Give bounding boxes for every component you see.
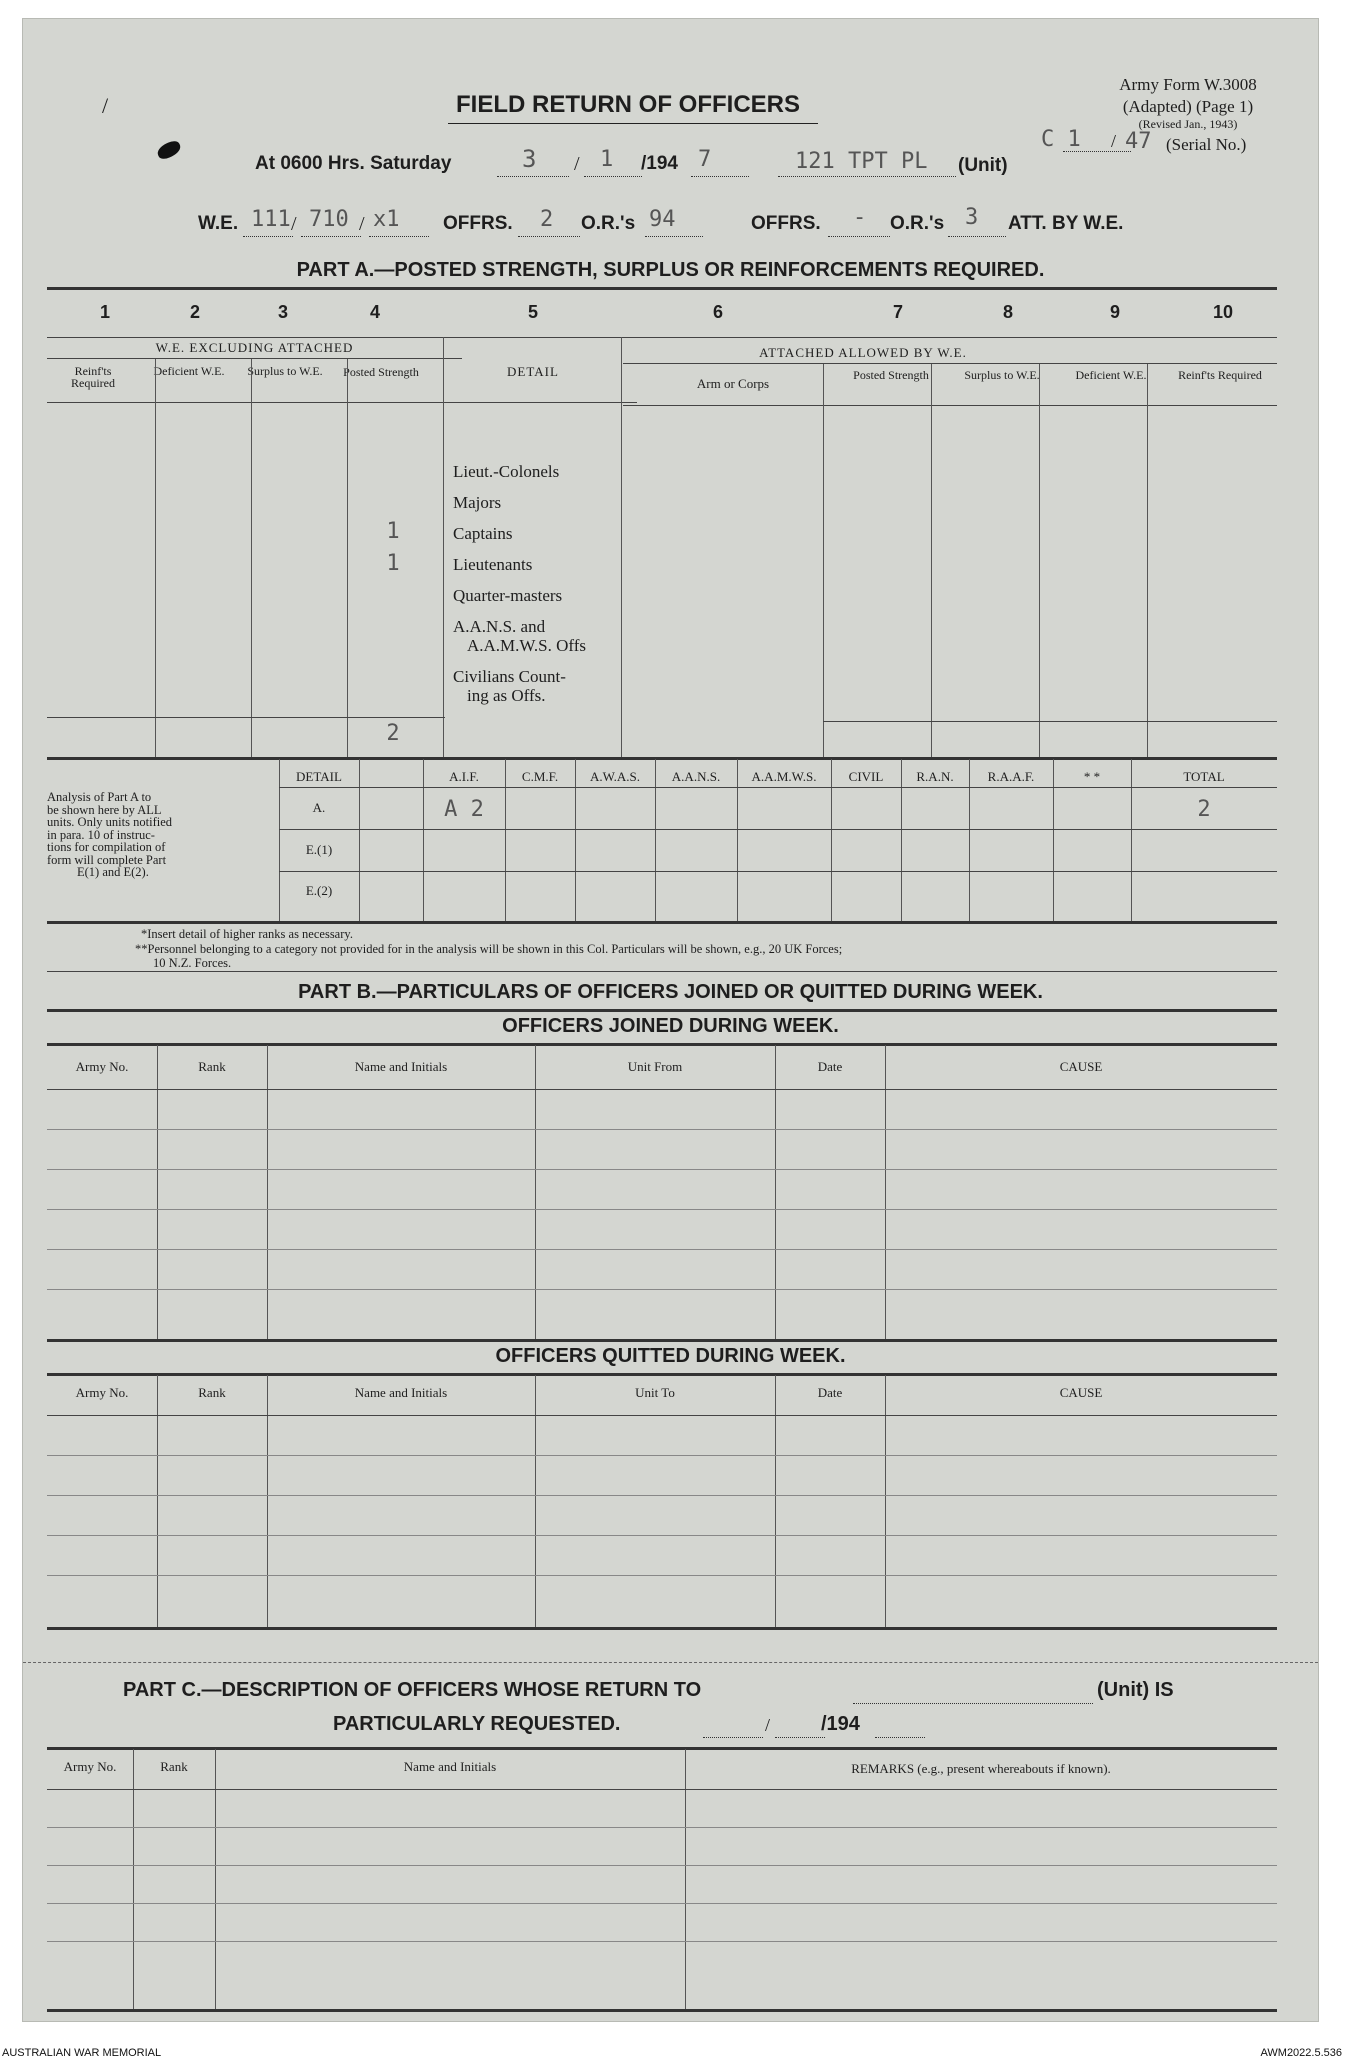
attached-allowed-heading: ATTACHED ALLOWED BY W.E.	[759, 345, 967, 360]
lieutenants-posted-value: 1	[386, 551, 400, 576]
att-by-we-label: ATT. BY W.E.	[1008, 213, 1124, 234]
analysis-note-line: form will complete Part	[47, 852, 167, 867]
analysis-aans-header: A.A.N.S.	[671, 769, 721, 784]
analysis-note-line: Analysis of Part A to	[47, 790, 152, 804]
joined-row-rule	[47, 1209, 1277, 1210]
analysis-note	[47, 791, 272, 879]
part-a-vline-2	[251, 359, 252, 757]
unit-value: 121 TPT PL	[795, 149, 928, 174]
analysis-note-line: in para. 10 of instruc-	[47, 827, 155, 842]
part-c-row-rule	[47, 1865, 1277, 1866]
footnote-rule	[47, 971, 1277, 972]
analysis-other-header: * *	[1083, 769, 1101, 784]
part-a-vline-8	[1039, 364, 1040, 757]
we-field-3-line	[369, 236, 429, 237]
rank-lieutenants: Lieutenants	[453, 555, 533, 574]
analysis-bottom-rule	[47, 921, 1277, 924]
analysis-row-e2: E.(2)	[305, 883, 333, 898]
day-field-line	[497, 176, 569, 177]
surplus-we-header: Surplus to W.E.	[247, 364, 323, 378]
attached-deficient-header: Deficient W.E.	[1075, 368, 1147, 382]
we-field-1-line	[243, 236, 293, 237]
posted-strength-header: Posted Strength	[343, 365, 419, 379]
part-c-bottom-rule	[47, 2009, 1277, 2012]
date-month-value: 1	[600, 147, 614, 172]
part-a-vline-4	[443, 337, 444, 757]
part-b-title: PART B.—PARTICULARS OF OFFICERS JOINED OR QUITTED DURING WEEK.	[298, 981, 1043, 1003]
rank-majors: Majors	[453, 493, 502, 512]
analysis-row-a-rule	[279, 829, 1277, 830]
unit-label: (Unit)	[958, 155, 1008, 176]
part-c-slash: /	[765, 1715, 771, 1735]
part-c-vline-2	[215, 1749, 216, 2009]
serial-slash: /	[1111, 131, 1117, 151]
we-value-2: 710	[309, 207, 349, 232]
joined-army-no-header: Army No.	[75, 1059, 129, 1074]
rank-quarter-masters: Quarter-masters	[453, 586, 563, 605]
analysis-note-line: E(1) and E(2).	[77, 865, 149, 879]
quitted-title: OFFICERS QUITTED DURING WEEK.	[495, 1345, 846, 1367]
quitted-vline-5	[885, 1375, 886, 1627]
analysis-awas-header: A.W.A.S.	[589, 769, 641, 784]
quitted-vline-1	[157, 1375, 158, 1627]
total-rule-left	[47, 717, 445, 718]
part-a-vline-1	[155, 359, 156, 757]
part-c-date-line-2	[775, 1737, 825, 1738]
att-offrs-value: -	[853, 205, 867, 230]
analysis-detail-header: DETAIL	[296, 769, 342, 784]
aif-value: A 2	[444, 797, 484, 822]
col-number-2: 2	[189, 302, 200, 322]
quitted-row-rule	[47, 1575, 1277, 1576]
attached-reinf-header: Reinf'ts Required	[1178, 368, 1262, 382]
numbers-rule	[47, 337, 1277, 338]
analysis-civil-header: CIVIL	[848, 769, 884, 784]
part-c-date-line-1	[703, 1737, 763, 1738]
joined-unit-from-header: Unit From	[627, 1059, 683, 1074]
analysis-note-line: be shown here by ALL	[47, 802, 162, 817]
col-number-1: 1	[99, 302, 110, 322]
joined-row-rule	[47, 1169, 1277, 1170]
joined-top-rule	[47, 1043, 1277, 1046]
part-a-vline-9	[1147, 364, 1148, 757]
attached-surplus-header: Surplus to W.E.	[964, 368, 1040, 382]
joined-date-header: Date	[817, 1059, 843, 1074]
we-value-1: 111	[251, 207, 291, 232]
attached-allowed-rule	[623, 363, 1277, 364]
serial-field-line	[1063, 151, 1131, 152]
ors-label: O.R.'s	[581, 213, 636, 234]
form-adapted: (Adapted) (Page 1)	[1122, 97, 1254, 116]
offrs-value: 2	[540, 207, 554, 232]
part-c-year: /194	[821, 1713, 860, 1735]
part-c-requested: PARTICULARLY REQUESTED.	[333, 1713, 621, 1735]
rank-lieut-colonels: Lieut.-Colonels	[453, 462, 560, 481]
part-c-row-rule	[47, 1903, 1277, 1904]
captains-posted-value: 1	[386, 519, 400, 544]
part-c-unit-line	[853, 1703, 1093, 1704]
part-c-remarks-header: REMARKS (e.g., present whereabouts if known).	[851, 1761, 1111, 1776]
part-c-row-rule	[47, 1827, 1277, 1828]
rank-aamws: A.A.M.W.S. Offs	[467, 636, 587, 655]
quitted-row-rule	[47, 1495, 1277, 1496]
quitted-cause-header: CAUSE	[1059, 1385, 1103, 1400]
analysis-row-e1-rule	[279, 871, 1277, 872]
part-c-row-rule	[47, 1941, 1277, 1942]
rank-captains: Captains	[453, 524, 513, 543]
part-a-vline-7	[931, 364, 932, 757]
joined-header-rule	[47, 1089, 1277, 1090]
subheader-rule-right	[623, 405, 1277, 406]
col-number-3: 3	[277, 302, 288, 322]
joined-bottom-rule	[47, 1339, 1277, 1342]
we-excluding-rule	[47, 358, 462, 359]
part-c-unit-label: (Unit) IS	[1097, 1679, 1174, 1701]
footnote-1: *Insert detail of higher ranks as necessary.	[141, 927, 353, 941]
serial-label: (Serial No.)	[1166, 135, 1247, 154]
part-a-vline-3	[347, 359, 348, 757]
analysis-note-line: tions for compilation of	[47, 840, 166, 854]
tick-mark: /	[102, 93, 109, 118]
quitted-row-rule	[47, 1535, 1277, 1536]
joined-row-rule	[47, 1289, 1277, 1290]
quitted-header-rule	[47, 1415, 1277, 1416]
analysis-aif-header: A.I.F.	[449, 769, 479, 784]
year-suffix-value: 7	[698, 147, 712, 172]
joined-row-rule	[47, 1129, 1277, 1130]
quitted-name-header: Name and Initials	[354, 1385, 448, 1400]
part-c-vline-3	[685, 1749, 686, 2009]
subheader-rule-left	[47, 402, 637, 403]
quitted-top-rule	[47, 1373, 1277, 1376]
part-c-title: PART C.—DESCRIPTION OF OFFICERS WHOSE RETURN TO	[123, 1679, 702, 1701]
ors-value: 94	[649, 207, 676, 232]
attached-posted-strength-header: Posted Strength	[853, 368, 929, 382]
total-posted-value: 2	[386, 721, 400, 746]
col-number-7: 7	[892, 302, 903, 322]
form-revised: (Revised Jan., 1943)	[1138, 117, 1238, 131]
we-label: W.E.	[198, 213, 239, 234]
total-value: 2	[1197, 797, 1211, 822]
serial-value-2: 47	[1125, 129, 1152, 154]
quitted-vline-3	[535, 1375, 536, 1627]
year-field-line	[691, 176, 749, 177]
att-ors-label: O.R.'s	[890, 213, 945, 234]
part-c-name-header: Name and Initials	[403, 1759, 497, 1774]
quitted-vline-4	[775, 1375, 776, 1627]
joined-rank-header: Rank	[198, 1059, 226, 1074]
part-c-date-line-3	[875, 1737, 925, 1738]
rank-civilians-cont: ing as Offs.	[467, 686, 546, 705]
part-c-rank-header: Rank	[160, 1759, 188, 1774]
analysis-ran-header: R.A.N.	[916, 769, 954, 784]
att-ors-field-line	[948, 236, 1006, 237]
part-c-vline-1	[133, 1749, 134, 2009]
footnote-3: 10 N.Z. Forces.	[153, 956, 232, 970]
part-a-top-rule	[47, 287, 1277, 290]
form-sheet	[22, 18, 1319, 2022]
att-ors-value: 3	[965, 205, 979, 230]
part-c-top-rule	[47, 1747, 1277, 1750]
analysis-note-line: units. Only units notified	[47, 815, 172, 829]
quitted-bottom-rule	[47, 1627, 1277, 1630]
form-id: Army Form W.3008	[1119, 75, 1257, 94]
rank-aans: A.A.N.S. and	[453, 617, 546, 636]
part-a-title: PART A.—POSTED STRENGTH, SURPLUS OR REINFORCEMENTS REQUIRED.	[296, 259, 1045, 281]
joined-name-header: Name and Initials	[354, 1059, 448, 1074]
perforation-line	[23, 1662, 1318, 1663]
att-offrs-field-line	[828, 236, 890, 237]
col-number-9: 9	[1109, 302, 1120, 322]
quitted-vline-2	[267, 1375, 268, 1627]
title-underline	[448, 123, 818, 124]
joined-row-rule	[47, 1249, 1277, 1250]
analysis-total-header: TOTAL	[1183, 769, 1225, 784]
joined-cause-header: CAUSE	[1059, 1059, 1103, 1074]
unit-field-line	[778, 176, 956, 177]
we-excluding-heading: W.E. EXCLUDING ATTACHED	[155, 340, 354, 355]
col-number-4: 4	[369, 302, 380, 322]
reinf-required-header: Reinf'ts Required	[71, 364, 115, 390]
we-field-2-line	[301, 236, 361, 237]
analysis-header-rule	[279, 787, 1277, 788]
deficient-we-header: Deficient W.E.	[153, 364, 225, 378]
date-day-value: 3	[522, 145, 537, 173]
quitted-date-header: Date	[817, 1385, 843, 1400]
part-b-rule	[47, 1009, 1277, 1012]
analysis-cmf-header: C.M.F.	[521, 769, 559, 784]
part-c-header-rule	[47, 1789, 1277, 1790]
quitted-army-no-header: Army No.	[75, 1385, 129, 1400]
arm-or-corps-header: Arm or Corps	[696, 376, 770, 391]
offrs-label: OFFRS.	[443, 213, 513, 234]
col-number-10: 10	[1212, 302, 1234, 322]
ink-blot	[155, 139, 183, 162]
quitted-rank-header: Rank	[198, 1385, 226, 1400]
analysis-row-a: A.	[312, 800, 326, 815]
footnote-2: **Personnel belonging to a category not provided for in the analysis will be shown in this Col. Particulars will be shown, e.g., 20 UK Forces;	[135, 942, 843, 956]
rank-civilians: Civilians Count-	[453, 667, 566, 686]
col-number-6: 6	[712, 302, 723, 322]
we-slash-1: /	[291, 213, 297, 235]
part-a-bottom-rule	[47, 757, 1277, 760]
ors-field-line	[645, 236, 703, 237]
quitted-row-rule	[47, 1455, 1277, 1456]
joined-title: OFFICERS JOINED DURING WEEK.	[502, 1015, 839, 1037]
analysis-raaf-header: R.A.A.F.	[987, 769, 1035, 784]
serial-value-1: C 1	[1041, 127, 1081, 152]
total-rule-right	[823, 721, 1277, 722]
date-slash: /	[574, 153, 580, 175]
part-a-vline-5	[621, 337, 622, 757]
footer-institution: AUSTRALIAN WAR MEMORIAL	[2, 2047, 162, 2059]
form-title: FIELD RETURN OF OFFICERS	[456, 91, 800, 118]
analysis-vline-1	[359, 759, 360, 921]
part-a-vline-6	[823, 364, 824, 757]
att-offrs-label: OFFRS.	[751, 213, 821, 234]
col-number-5: 5	[527, 302, 538, 322]
part-c-army-no-header: Army No.	[63, 1759, 117, 1774]
footer-accession: AWM2022.5.536	[1260, 2047, 1342, 2059]
we-slash-2: /	[359, 213, 365, 235]
month-field-line	[584, 176, 642, 177]
detail-header: DETAIL	[507, 364, 559, 379]
offrs-field-line	[518, 236, 580, 237]
year-prefix: /194	[641, 153, 678, 174]
we-value-3: x1	[373, 207, 400, 232]
analysis-row-e1: E.(1)	[305, 842, 333, 857]
quitted-unit-to-header: Unit To	[635, 1385, 675, 1400]
at-hrs-label: At 0600 Hrs. Saturday	[255, 153, 452, 174]
col-number-8: 8	[1002, 302, 1013, 322]
analysis-aamws-header: A.A.M.W.S.	[751, 769, 817, 784]
